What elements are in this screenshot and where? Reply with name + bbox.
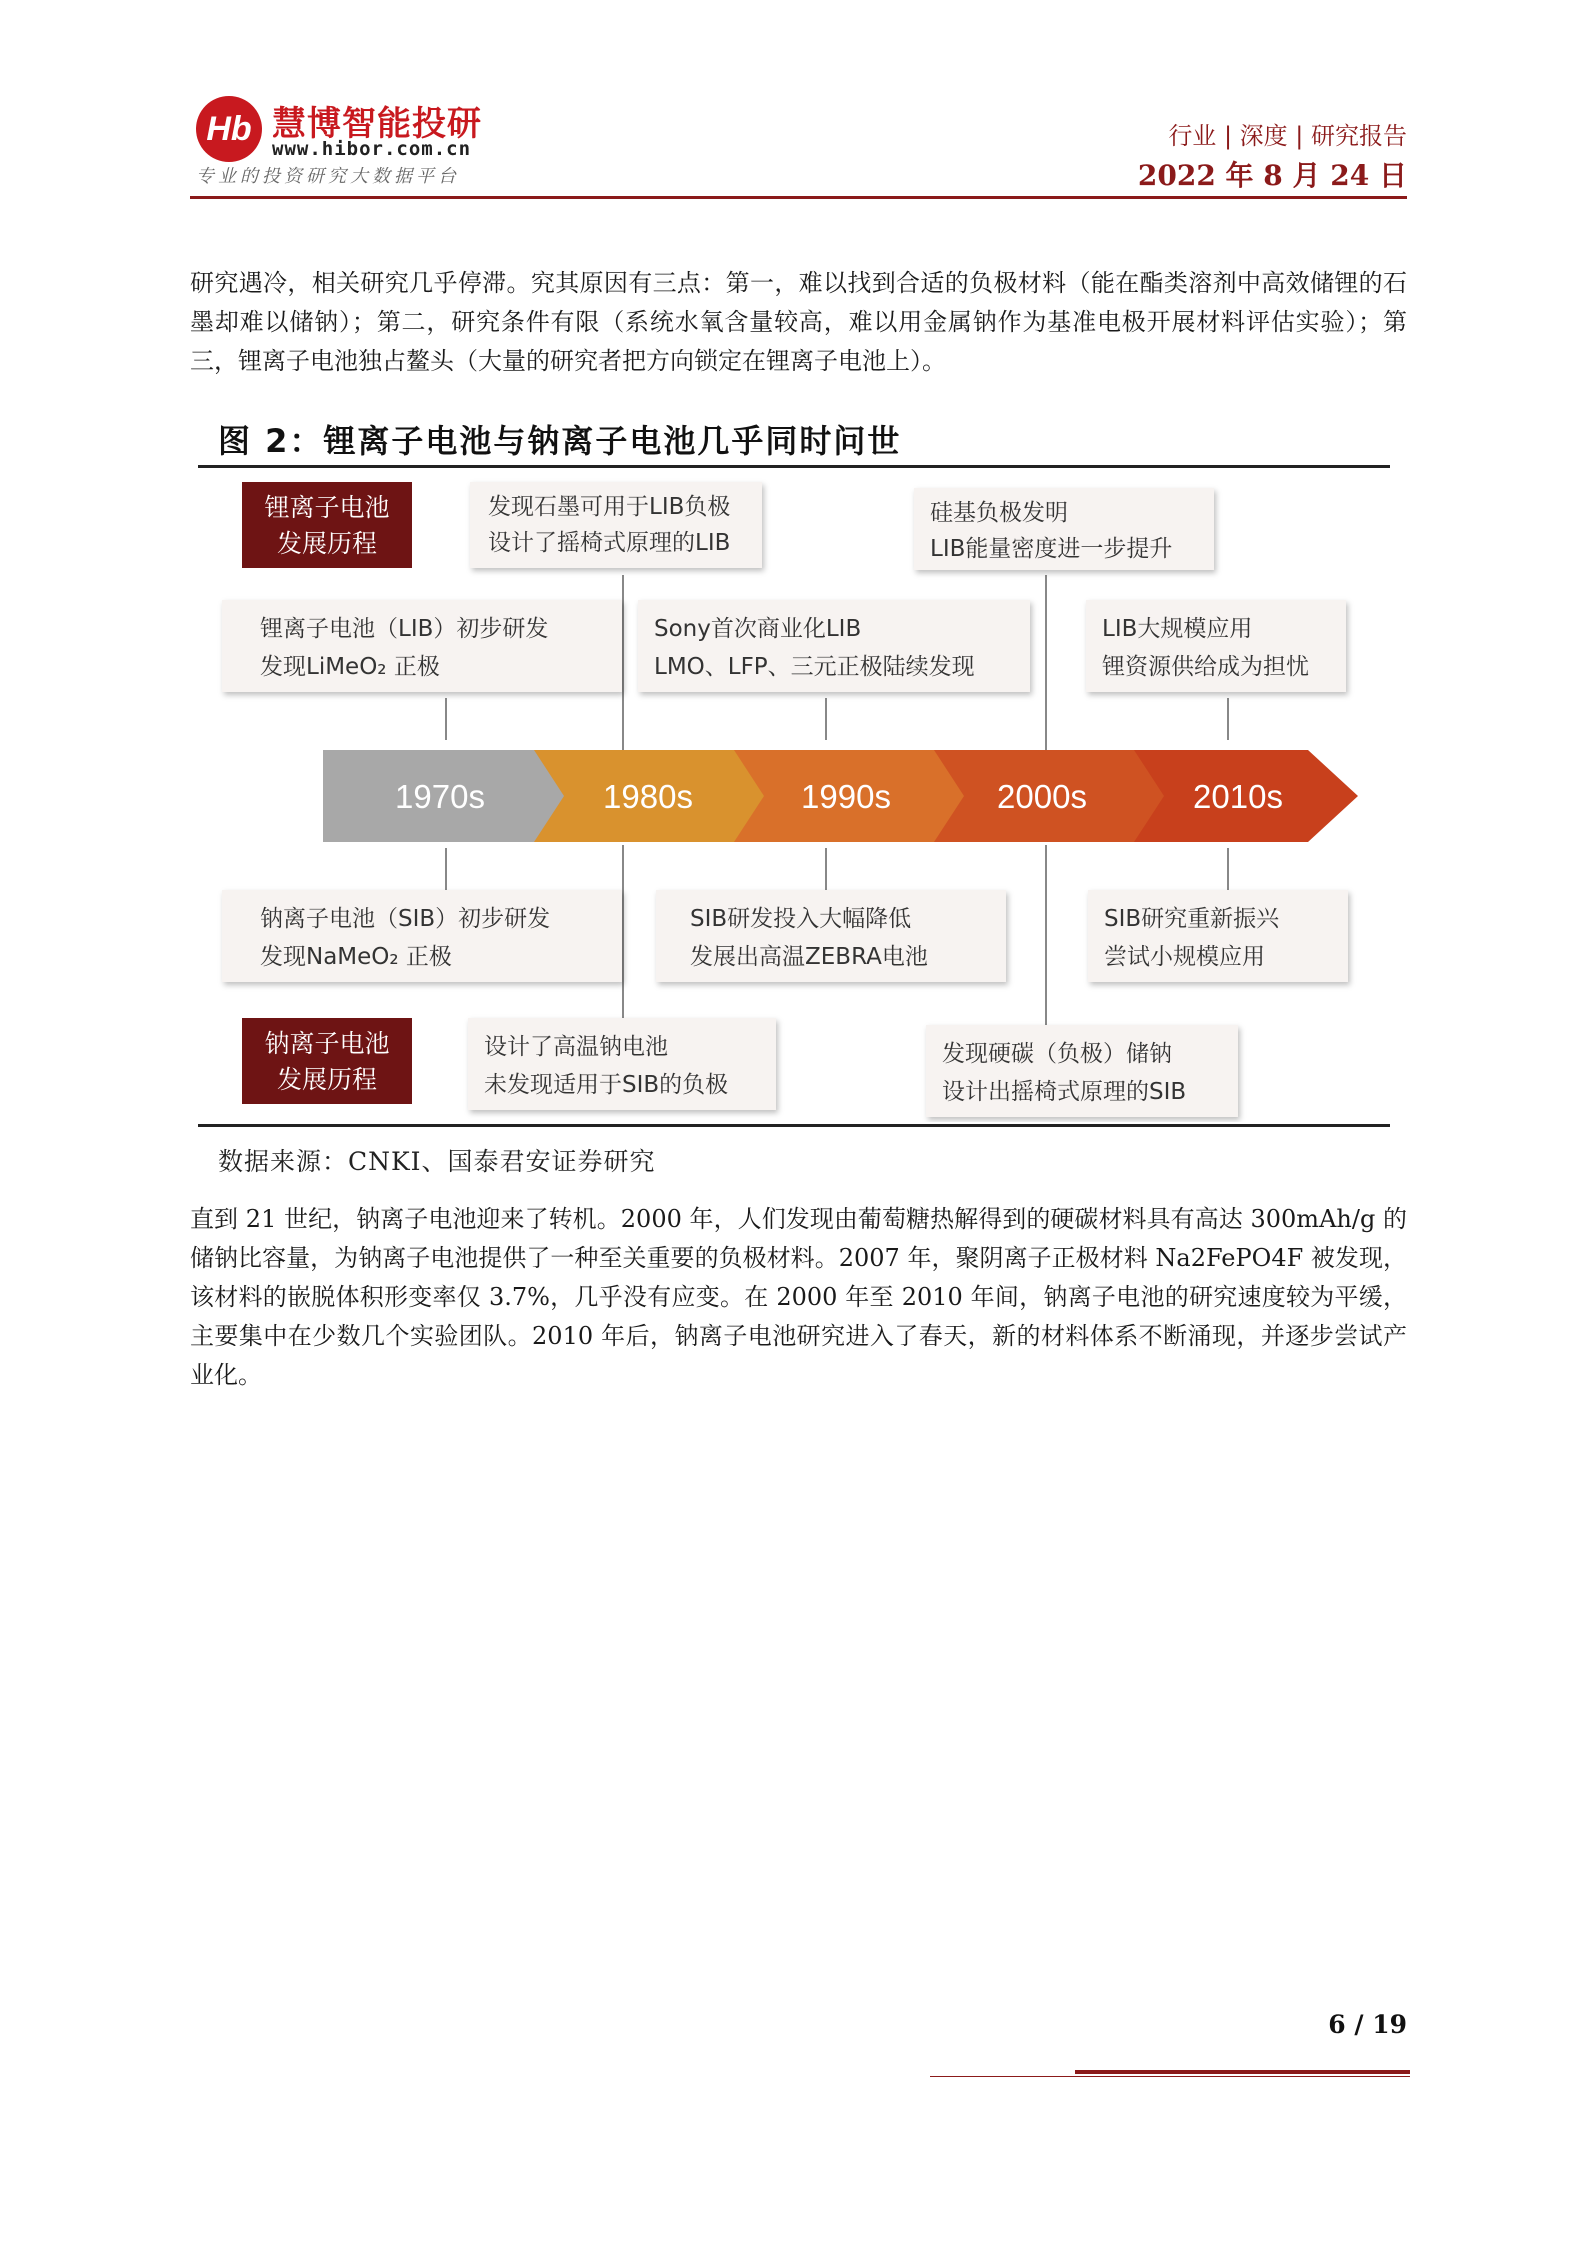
sib-event-text: 设计了高温钠电池 [484, 1034, 668, 1060]
figure-source: 数据来源：CNKI、国泰君安证券研究 [218, 1147, 656, 1176]
report-date: 2022 年 8 月 24 日 [1137, 159, 1407, 192]
body-paragraph-1: 研究遇冷，相关研究几乎停滞。究其原因有三点：第一，难以找到合适的负极材料（能在酯类溶剂中高效储锂的石墨却难以储钠）；第二，研究条件有限（系统水氧含量较高，难以用金属钠作为基准电极开展材料评估实验）；第三，锂离子电池独占鳌头（大量的研究者把方向锁定在锂离子电池上）。 [190, 269, 1407, 375]
lib-event-text: LIB能量密度进一步提升 [930, 536, 1173, 562]
sib-event-text: 未发现适用于SIB的负极 [484, 1072, 729, 1098]
decade-label: 2000s [997, 778, 1087, 815]
figure-top-rule [198, 465, 1390, 468]
header-divider [190, 196, 1407, 199]
figure-title: 图 2：锂离子电池与钠离子电池几乎同时问世 [218, 422, 902, 460]
sib-event-text: SIB研发投入大幅降低 [690, 906, 912, 932]
sib-event-text: 设计出摇椅式原理的SIB [942, 1079, 1187, 1105]
lib-event-text: 锂离子电池（LIB）初步研发 [260, 616, 549, 642]
footer-rule-thick [1075, 2070, 1410, 2074]
sib-tag-line2: 发展历程 [276, 1065, 378, 1094]
lib-tag-line2: 发展历程 [276, 529, 378, 558]
sib-event-text: SIB研究重新振兴 [1104, 906, 1280, 932]
decade-label: 1990s [801, 778, 891, 815]
decade-label: 1970s [395, 778, 485, 815]
sib-tag-line1: 钠离子电池 [264, 1029, 390, 1058]
lib-event-text: 硅基负极发明 [930, 500, 1068, 526]
decade-label: 1980s [603, 778, 693, 815]
logo-mark: Hb [196, 96, 262, 162]
lib-event-text: LMO、LFP、三元正极陆续发现 [654, 654, 975, 680]
figure-bottom-rule [198, 1124, 1390, 1127]
lib-event-text: LIB大规模应用 [1102, 616, 1253, 642]
sib-event-text: 尝试小规模应用 [1104, 944, 1265, 970]
lib-event-text: 发现LiMeO₂ 正极 [260, 654, 440, 680]
logo-url: www.hibor.com.cn [272, 138, 472, 160]
lib-event-text: 设计了摇椅式原理的LIB [488, 530, 731, 556]
timeline-diagram [198, 470, 1390, 1122]
sib-event-text: 发展出高温ZEBRA电池 [690, 944, 928, 970]
lib-tag-line1: 锂离子电池 [264, 493, 390, 522]
sib-event-text: 发现NaMeO₂ 正极 [260, 944, 452, 970]
sib-event-text: 钠离子电池（SIB）初步研发 [260, 906, 551, 932]
logo-tagline: 专业的投资研究大数据平台 [196, 166, 460, 187]
lib-event-text: 锂资源供给成为担忧 [1102, 654, 1309, 680]
body-paragraph-2: 直到 21 世纪，钠离子电池迎来了转机。2000 年，人们发现由葡萄糖热解得到的硬碳材料具有高达 300mAh/g 的储钠比容量，为钠离子电池提供了一种至关重要的负极材料。2007 年，聚阴离子正极材料 Na2FePO4F 被发现，该材料的嵌脱体积形变率仅 3.7%，几乎没有应变。在 2000 年至 2010 年间，钠离子电池的研究速度较为平缓，主要集中在少数几个实验团队。2010 年后，钠离子电池研究进入了春天，新的材料体系不断涌现，并逐步尝试产业化。 [190, 1205, 1407, 1389]
footer-rule-thin [930, 2076, 1410, 2077]
decade-label: 2010s [1193, 778, 1283, 815]
lib-event-text: 发现石墨可用于LIB负极 [488, 494, 731, 520]
page-number: 6 / 19 [1328, 2010, 1407, 2039]
logo-name: 慧博智能投研 [272, 104, 482, 144]
lib-event-text: Sony首次商业化LIB [654, 616, 862, 642]
report-category: 行业 | 深度 | 研究报告 [1168, 122, 1407, 150]
sib-event-text: 发现硬碳（负极）储钠 [942, 1041, 1172, 1067]
